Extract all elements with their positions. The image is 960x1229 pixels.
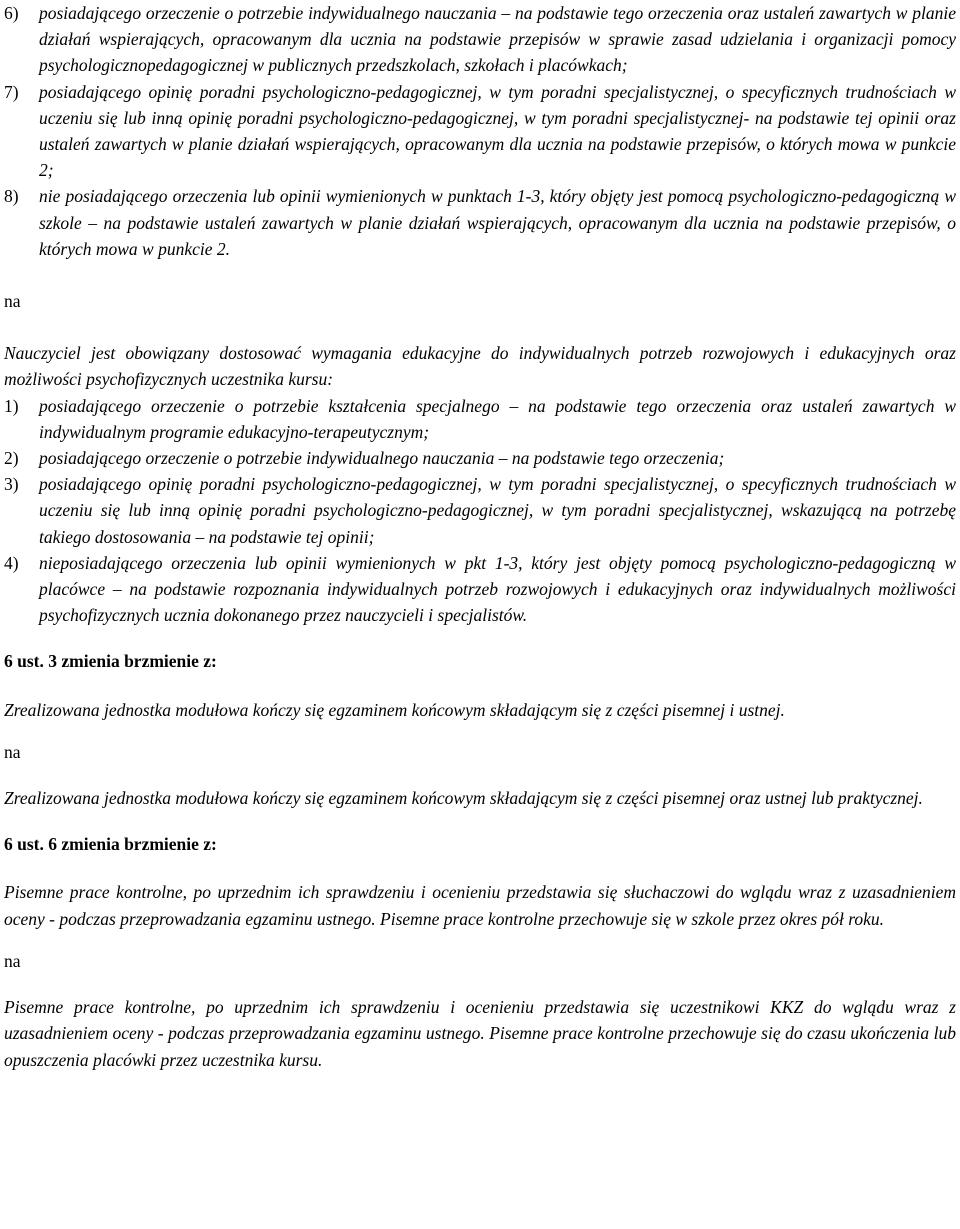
list-number: 6)	[4, 3, 19, 23]
old-text-paragraph: Zrealizowana jednostka modułowa kończy się egzaminem końcowym składającym się z części pisemnej i ustnej.	[4, 699, 785, 720]
list-block-1	[4, 0, 956, 262]
old-text-paragraph: Pisemne prace kontrolne, po uprzednim ich sprawdzeniu i ocenieniu przedstawia się słuchaczowi do wglądu wraz z uzasadnieniem oceny - podczas przeprowadzania egzaminu ustnego. Pisemne prace kontrolne przechowuje się w szkole przez okres pół roku.	[4, 882, 956, 929]
intro-paragraph: Nauczyciel jest obowiązany dostosować wymagania edukacyjne do indywidualnych potrzeb rozwojowych i edukacyjnych oraz możliwości psychofizycznych uczestnika kursu:	[4, 343, 956, 390]
list-text: posiadającego orzeczenie o potrzebie indywidualnego nauczania – na podstawie tego orzeczenia;	[39, 448, 725, 469]
list-number: 4)	[4, 552, 19, 573]
list-item	[4, 471, 956, 550]
section-heading: 6 ust. 3 zmienia brzmienie z:	[4, 651, 217, 672]
list-text: posiadającego orzeczenie o potrzebie indywidualnego nauczania – na podstawie tego orzeczenia oraz ustaleń zawartych w planie działań wspierających, opracowanym dla ucznia na podstawie przepisów w sprawie zasad udzielania i organizacji pomocy psychologicznopedagogicznej w publicznych przedszkolach, szkołach i placówkach;	[39, 3, 956, 76]
list-number: 8)	[4, 186, 19, 207]
list-block-2	[4, 393, 956, 629]
list-number: 7)	[4, 81, 19, 102]
list-number: 3)	[4, 474, 19, 495]
list-item	[4, 393, 956, 445]
separator-na: na	[4, 950, 21, 971]
list-item	[4, 79, 956, 184]
list-item	[4, 0, 956, 79]
list-text: posiadającego opinię poradni psychologiczno-pedagogicznej, w tym poradni specjalistycznej, o specyficznych trudnościach w uczeniu się lub inną opinię poradni psychologiczno-pedagogicznej, w tym poradni specjalistycznej, wskazującą na potrzebę takiego dostosowania – na podstawie tej opinii;	[39, 474, 956, 547]
section-heading: 6 ust. 6 zmienia brzmienie z:	[4, 834, 217, 855]
list-item	[4, 550, 956, 629]
new-text-paragraph: Pisemne prace kontrolne, po uprzednim ich sprawdzeniu i ocenieniu przedstawia się uczestnikowi KKZ do wglądu wraz z uzasadnieniem oceny - podczas przeprowadzania egzaminu ustnego. Pisemne prace kontrolne przechowuje się do czasu ukończenia lub opuszczenia placówki przez uczestnika kursu.	[4, 997, 956, 1070]
list-number: 2)	[4, 448, 19, 469]
separator-na: na	[4, 291, 21, 312]
list-text: nieposiadającego orzeczenia lub opinii wymienionych w pkt 1-3, który jest objęty pomocą psychologiczno-pedagogiczną w placówce – na podstawie rozpoznania indywidualnych potrzeb rozwojowych i edukacyjnych oraz indywidualnych możliwości psychofizycznych ucznia dokonanego przez nauczycieli i specjalistów.	[39, 552, 956, 626]
list-item	[4, 445, 956, 471]
list-text: nie posiadającego orzeczenia lub opinii wymienionych w punktach 1-3, który objęty jest pomocą psychologiczno-pedagogiczną w szkole – na podstawie ustaleń zawartych w planie działań wspierających, opracowanym dla ucznia na podstawie przepisów, o których mowa w punkcie 2.	[39, 186, 956, 259]
list-item	[4, 183, 956, 262]
list-text: posiadającego orzeczenie o potrzebie kształcenia specjalnego – na podstawie tego orzeczenia oraz ustaleń zawartych w indywidualnym programie edukacyjno-terapeutycznym;	[39, 395, 956, 442]
new-text-paragraph: Zrealizowana jednostka modułowa kończy się egzaminem końcowym składającym się z części pisemnej oraz ustnej lub praktycznej.	[4, 788, 923, 809]
list-number: 1)	[4, 395, 19, 416]
separator-na: na	[4, 741, 21, 762]
list-text: posiadającego opinię poradni psychologiczno-pedagogicznej, w tym poradni specjalistycznej, o specyficznych trudnościach w uczeniu się lub inną opinię poradni psychologiczno-pedagogicznej, w tym poradni specjalistycznej- na podstawie tej opinii oraz ustaleń zawartych w planie działań wspierających, opracowanym dla ucznia na podstawie przepisów, o których mowa w punkcie 2;	[39, 81, 956, 181]
